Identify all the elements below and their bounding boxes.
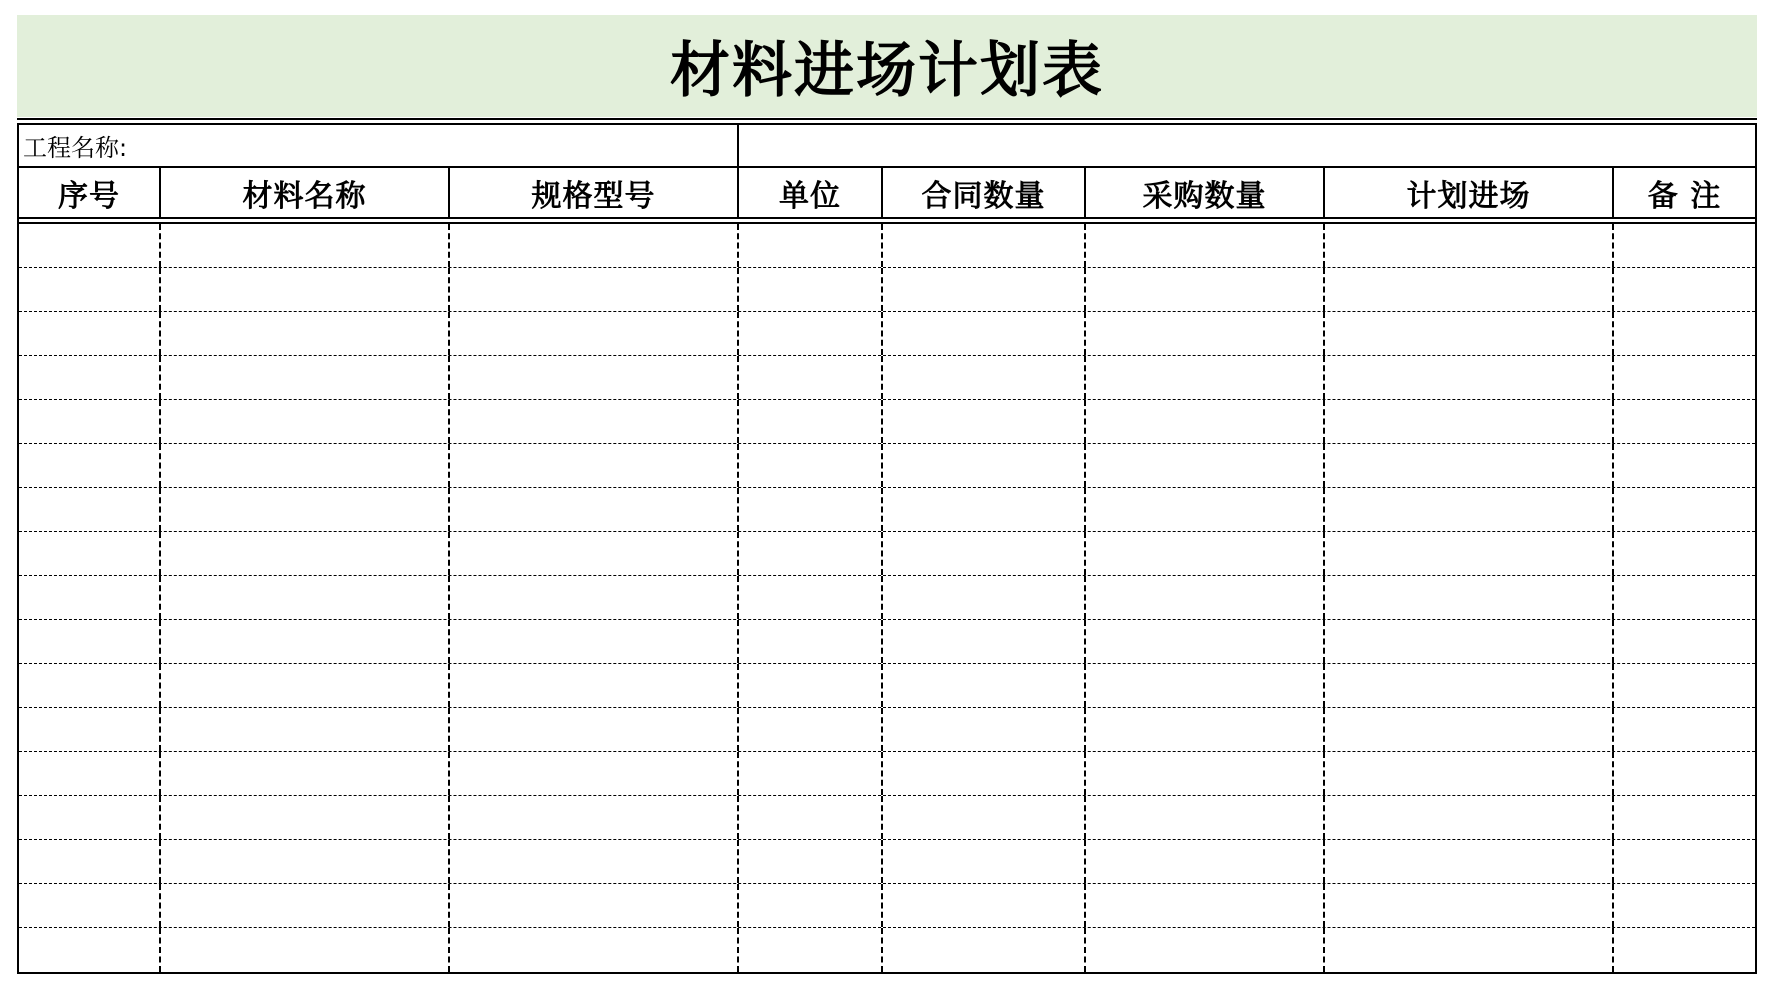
table-cell[interactable] — [1614, 576, 1755, 619]
table-cell[interactable] — [1325, 312, 1614, 355]
table-cell[interactable] — [1325, 444, 1614, 487]
table-cell[interactable] — [1614, 840, 1755, 883]
column-header-purchase-qty: 采购数量 — [1086, 168, 1325, 217]
table-cell[interactable] — [883, 752, 1086, 795]
table-cell[interactable] — [739, 532, 883, 575]
table-cell[interactable] — [883, 400, 1086, 443]
table-cell[interactable] — [883, 312, 1086, 355]
table-cell[interactable] — [1086, 928, 1325, 972]
table-cell[interactable] — [883, 488, 1086, 531]
table-cell[interactable] — [1614, 884, 1755, 927]
table-cell[interactable] — [19, 664, 161, 707]
table-cell[interactable] — [161, 224, 450, 267]
table-cell[interactable] — [450, 796, 739, 839]
table-cell[interactable] — [161, 620, 450, 663]
table-cell[interactable] — [1086, 708, 1325, 751]
table-cell[interactable] — [161, 532, 450, 575]
table-cell[interactable] — [450, 488, 739, 531]
table-cell[interactable] — [1614, 312, 1755, 355]
table-body — [19, 224, 1755, 972]
table-cell[interactable] — [161, 928, 450, 972]
table-row — [19, 444, 1755, 488]
table-cell[interactable] — [739, 268, 883, 311]
column-header-planned-entry: 计划进场 — [1325, 168, 1614, 217]
table-cell[interactable] — [739, 488, 883, 531]
table-cell[interactable] — [1325, 884, 1614, 927]
table-cell[interactable] — [1086, 400, 1325, 443]
table-cell[interactable] — [883, 708, 1086, 751]
project-name-value[interactable] — [739, 125, 1755, 166]
table-row — [19, 884, 1755, 928]
table-row — [19, 708, 1755, 752]
table-cell[interactable] — [19, 928, 161, 972]
table-cell[interactable] — [1086, 268, 1325, 311]
table-cell[interactable] — [1614, 664, 1755, 707]
table-cell[interactable] — [19, 840, 161, 883]
table-cell[interactable] — [1325, 224, 1614, 267]
table-cell[interactable] — [1086, 356, 1325, 399]
table-cell[interactable] — [19, 356, 161, 399]
table-cell[interactable] — [883, 620, 1086, 663]
project-name-label: 工程名称: — [19, 125, 739, 166]
table-cell[interactable] — [1614, 224, 1755, 267]
table-cell[interactable] — [883, 796, 1086, 839]
table-cell[interactable] — [19, 620, 161, 663]
table-cell[interactable] — [161, 400, 450, 443]
table-cell[interactable] — [883, 268, 1086, 311]
table-cell[interactable] — [450, 312, 739, 355]
table-cell[interactable] — [1325, 708, 1614, 751]
table-row — [19, 576, 1755, 620]
table-header — [19, 168, 1755, 219]
table-cell[interactable] — [1614, 356, 1755, 399]
table-cell[interactable] — [1614, 400, 1755, 443]
table-cell[interactable] — [450, 708, 739, 751]
table-cell[interactable] — [1325, 356, 1614, 399]
table-cell[interactable] — [450, 356, 739, 399]
table-row — [19, 928, 1755, 972]
table-cell[interactable] — [1086, 488, 1325, 531]
table-cell[interactable] — [19, 532, 161, 575]
table-cell[interactable] — [1614, 532, 1755, 575]
table-cell[interactable] — [19, 796, 161, 839]
table-cell[interactable] — [739, 576, 883, 619]
table-row — [19, 840, 1755, 884]
table-cell[interactable] — [1325, 796, 1614, 839]
table-cell[interactable] — [1325, 576, 1614, 619]
table-row — [19, 532, 1755, 576]
table-cell[interactable] — [450, 884, 739, 927]
table-cell[interactable] — [1325, 400, 1614, 443]
material-table — [17, 123, 1757, 974]
table-row — [19, 664, 1755, 708]
table-cell[interactable] — [883, 444, 1086, 487]
table-cell[interactable] — [450, 752, 739, 795]
column-header-spec-model: 规格型号 — [450, 168, 739, 217]
table-cell[interactable] — [883, 928, 1086, 972]
table-row — [19, 356, 1755, 400]
table-cell[interactable] — [739, 840, 883, 883]
table-cell[interactable] — [1086, 796, 1325, 839]
table-cell[interactable] — [883, 532, 1086, 575]
table-cell[interactable] — [161, 884, 450, 927]
table-cell[interactable] — [1086, 752, 1325, 795]
column-header-remarks: 备 注 — [1647, 178, 1722, 214]
table-cell[interactable] — [1325, 664, 1614, 707]
table-cell[interactable] — [19, 708, 161, 751]
table-cell[interactable] — [1325, 532, 1614, 575]
table-cell[interactable] — [19, 884, 161, 927]
table-cell[interactable] — [1325, 620, 1614, 663]
table-cell[interactable] — [1086, 444, 1325, 487]
table-cell[interactable] — [19, 224, 161, 267]
table-cell[interactable] — [1086, 224, 1325, 267]
table-cell[interactable] — [739, 312, 883, 355]
table-cell[interactable] — [1086, 312, 1325, 355]
table-cell[interactable] — [883, 664, 1086, 707]
table-row — [19, 488, 1755, 532]
table-cell[interactable] — [450, 664, 739, 707]
table-cell[interactable] — [1614, 752, 1755, 795]
table-cell[interactable] — [450, 928, 739, 972]
table-cell[interactable] — [1614, 268, 1755, 311]
table-row — [19, 752, 1755, 796]
table-cell[interactable] — [883, 884, 1086, 927]
page-title: 材料进场计划表 — [670, 36, 1104, 106]
table-cell[interactable] — [1086, 884, 1325, 927]
table-cell[interactable] — [161, 708, 450, 751]
table-cell[interactable] — [1614, 928, 1755, 972]
table-cell[interactable] — [739, 444, 883, 487]
table-cell[interactable] — [450, 444, 739, 487]
table-cell[interactable] — [1325, 840, 1614, 883]
table-row — [19, 796, 1755, 840]
table-cell[interactable] — [1325, 488, 1614, 531]
project-name-row — [19, 125, 1755, 168]
column-header-contract-qty: 合同数量 — [883, 168, 1086, 217]
table-cell[interactable] — [450, 576, 739, 619]
table-cell[interactable] — [883, 224, 1086, 267]
table-cell[interactable] — [161, 356, 450, 399]
table-cell[interactable] — [450, 400, 739, 443]
table-cell[interactable] — [1086, 532, 1325, 575]
table-cell[interactable] — [739, 884, 883, 927]
table-cell[interactable] — [161, 268, 450, 311]
table-cell[interactable] — [1086, 620, 1325, 663]
table-cell[interactable] — [883, 356, 1086, 399]
table-cell[interactable] — [161, 796, 450, 839]
table-cell[interactable] — [19, 752, 161, 795]
table-cell[interactable] — [1614, 620, 1755, 663]
table-cell[interactable] — [883, 576, 1086, 619]
table-cell[interactable] — [1325, 928, 1614, 972]
table-cell[interactable] — [739, 752, 883, 795]
table-cell[interactable] — [1614, 708, 1755, 751]
title-bar — [17, 15, 1757, 117]
table-cell[interactable] — [450, 840, 739, 883]
table-cell[interactable] — [739, 224, 883, 267]
column-header-index: 序号 — [19, 168, 161, 217]
table-cell[interactable] — [19, 576, 161, 619]
table-cell[interactable] — [19, 312, 161, 355]
table-cell[interactable] — [739, 664, 883, 707]
table-cell[interactable] — [1614, 444, 1755, 487]
table-cell[interactable] — [161, 840, 450, 883]
column-header-unit: 单位 — [739, 168, 883, 217]
table-cell[interactable] — [1614, 488, 1755, 531]
table-cell[interactable] — [19, 268, 161, 311]
table-cell[interactable] — [1325, 268, 1614, 311]
table-row — [19, 268, 1755, 312]
table-cell[interactable] — [739, 796, 883, 839]
table-row — [19, 312, 1755, 356]
table-cell[interactable] — [1325, 752, 1614, 795]
table-cell[interactable] — [739, 708, 883, 751]
table-cell[interactable] — [1614, 796, 1755, 839]
table-cell[interactable] — [161, 576, 450, 619]
table-cell[interactable] — [450, 268, 739, 311]
table-cell[interactable] — [739, 356, 883, 399]
table-cell[interactable] — [450, 620, 739, 663]
table-cell[interactable] — [739, 620, 883, 663]
table-cell[interactable] — [161, 312, 450, 355]
table-cell[interactable] — [161, 444, 450, 487]
table-row — [19, 620, 1755, 664]
table-cell[interactable] — [19, 488, 161, 531]
table-cell[interactable] — [739, 400, 883, 443]
material-plan-sheet — [17, 15, 1757, 974]
column-header-material-name: 材料名称 — [161, 168, 450, 217]
table-cell[interactable] — [161, 752, 450, 795]
table-row — [19, 224, 1755, 268]
table-cell[interactable] — [739, 928, 883, 972]
table-cell[interactable] — [1086, 576, 1325, 619]
table-cell[interactable] — [1086, 840, 1325, 883]
table-cell[interactable] — [450, 224, 739, 267]
table-row — [19, 400, 1755, 444]
table-cell[interactable] — [19, 444, 161, 487]
table-cell[interactable] — [450, 532, 739, 575]
table-cell[interactable] — [161, 488, 450, 531]
title-divider — [17, 118, 1757, 120]
table-cell[interactable] — [19, 400, 161, 443]
table-cell[interactable] — [883, 840, 1086, 883]
table-cell[interactable] — [161, 664, 450, 707]
table-cell[interactable] — [1086, 664, 1325, 707]
